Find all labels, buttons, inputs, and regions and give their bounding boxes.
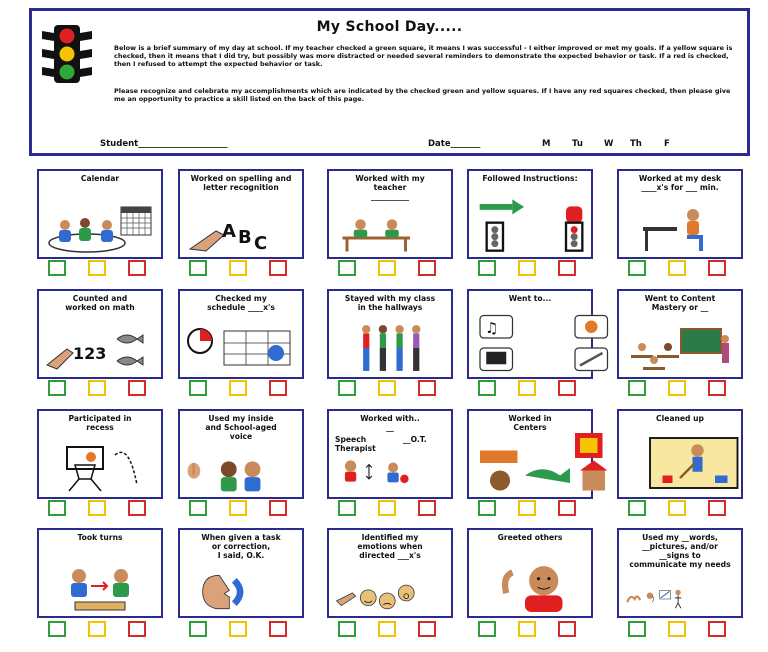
red-checkbox[interactable] [418, 500, 436, 516]
green-checkbox[interactable] [189, 621, 207, 637]
ot-label: __O.T. [403, 435, 427, 444]
counting-fish-icon [45, 325, 155, 373]
date-field[interactable]: Date_______ [428, 139, 481, 149]
day-monday[interactable]: M [542, 139, 551, 149]
card-hallways [327, 289, 453, 379]
green-checkbox[interactable] [338, 500, 356, 516]
red-checkbox[interactable] [558, 260, 576, 276]
card-calendar [37, 169, 163, 259]
card-cleaned-up [617, 409, 743, 499]
card-communicate [617, 528, 743, 618]
card-said-ok [178, 528, 304, 618]
card-content-mastery [617, 289, 743, 379]
page-title: My School Day..... [316, 19, 463, 35]
green-checkbox[interactable] [48, 500, 66, 516]
green-checkbox[interactable] [478, 260, 496, 276]
basketball-hoop-icon [45, 445, 155, 493]
svg-text:♫: ♫ [485, 319, 499, 337]
abc-hand-icon [186, 205, 296, 253]
yellow-checkbox[interactable] [378, 621, 396, 637]
yellow-checkbox[interactable] [229, 621, 247, 637]
yellow-checkbox[interactable] [229, 500, 247, 516]
card-spelling [178, 169, 304, 259]
emotion-faces-icon [335, 574, 422, 612]
card-went-to [467, 289, 593, 379]
kids-sharing-icon [45, 564, 155, 612]
green-checkbox[interactable] [478, 380, 496, 396]
green-checkbox[interactable] [628, 260, 646, 276]
yellow-checkbox[interactable] [88, 500, 106, 516]
waving-boy-icon [475, 562, 590, 612]
music-gym-computer-art-icon [475, 313, 613, 373]
red-checkbox[interactable] [269, 500, 287, 516]
green-checkbox[interactable] [338, 380, 356, 396]
card-label: Went to Content Mastery or __ [644, 294, 716, 312]
card-label: When given a task or correction, I said, O.K. [201, 533, 281, 560]
green-checkbox[interactable] [478, 500, 496, 516]
card-label: Followed Instructions: [482, 174, 578, 183]
communication-icon [625, 586, 685, 612]
red-checkbox[interactable] [708, 500, 726, 516]
yellow-checkbox[interactable] [378, 500, 396, 516]
yellow-checkbox[interactable] [378, 380, 396, 396]
yellow-checkbox[interactable] [88, 380, 106, 396]
card-emotions [327, 528, 453, 618]
green-checkbox[interactable] [338, 260, 356, 276]
red-checkbox[interactable] [558, 380, 576, 396]
svg-text:123: 123 [73, 344, 107, 363]
green-checkbox[interactable] [189, 380, 207, 396]
red-checkbox[interactable] [128, 500, 146, 516]
red-checkbox[interactable] [418, 380, 436, 396]
cleanup-icon [625, 433, 763, 493]
red-checkbox[interactable] [708, 380, 726, 396]
card-label: Worked on spelling and letter recognition [190, 174, 292, 192]
yellow-checkbox[interactable] [229, 380, 247, 396]
card-label: Participated in recess [68, 414, 132, 432]
red-checkbox[interactable] [269, 380, 287, 396]
traffic-light-hand-icon [475, 197, 603, 253]
card-label: Took turns [77, 533, 123, 542]
red-checkbox[interactable] [708, 260, 726, 276]
red-checkbox[interactable] [128, 380, 146, 396]
day-friday[interactable]: F [664, 139, 670, 149]
yellow-checkbox[interactable] [518, 621, 536, 637]
day-tuesday[interactable]: Tu [572, 139, 583, 149]
yellow-checkbox[interactable] [88, 621, 106, 637]
yellow-checkbox[interactable] [229, 260, 247, 276]
card-label: Identified my emotions when directed ___x's [357, 533, 423, 560]
card-label: Checked my schedule ____x's [207, 294, 275, 312]
card-label: Worked with.. __ [360, 414, 420, 432]
green-checkbox[interactable] [189, 500, 207, 516]
yellow-checkbox[interactable] [668, 500, 686, 516]
therapists-icon [335, 459, 413, 493]
red-checkbox[interactable] [128, 621, 146, 637]
red-checkbox[interactable] [269, 621, 287, 637]
card-label: Used my __words, __pictures, and/or __signs to communicate my needs [629, 533, 731, 569]
classroom-board-icon [625, 325, 735, 373]
speech-therapist-label: Speech Therapist [335, 435, 376, 453]
red-checkbox[interactable] [708, 621, 726, 637]
calendar-kids-icon [45, 205, 155, 253]
yellow-checkbox[interactable] [668, 621, 686, 637]
student-desk-icon [625, 205, 735, 253]
green-checkbox[interactable] [478, 621, 496, 637]
green-checkbox[interactable] [48, 380, 66, 396]
celebrate-paragraph: Please recognize and celebrate my accomplishments which are indicated by the checked green and yellow squares. If I have any red squares checked, then please give me an opportunity to practice a skill listed on the back of this page. [114, 87, 731, 104]
summary-header [29, 8, 750, 156]
red-checkbox[interactable] [128, 260, 146, 276]
quiet-voice-icon [186, 455, 273, 493]
green-checkbox[interactable] [48, 260, 66, 276]
yellow-checkbox[interactable] [668, 380, 686, 396]
yellow-checkbox[interactable] [518, 380, 536, 396]
card-centers [467, 409, 593, 499]
card-label: Calendar [80, 174, 120, 183]
yellow-checkbox[interactable] [378, 260, 396, 276]
card-took-turns [37, 528, 163, 618]
yellow-checkbox[interactable] [668, 260, 686, 276]
green-checkbox[interactable] [189, 260, 207, 276]
card-math [37, 289, 163, 379]
yellow-checkbox[interactable] [518, 260, 536, 276]
card-label: Greeted others [497, 533, 563, 542]
day-thursday[interactable]: Th [630, 139, 642, 149]
card-label: Counted and worked on math [65, 294, 135, 312]
svg-text:C: C [254, 233, 268, 253]
green-checkbox[interactable] [338, 621, 356, 637]
green-checkbox[interactable] [628, 500, 646, 516]
card-label: Worked with my teacher __________ [355, 174, 425, 201]
intro-paragraph: Below is a brief summary of my day at school. If my teacher checked a green square, it means I was successful - I either improved or met my goals. If a yellow square is checked, then it means that I did try, but possibly was more distracted or needed several reminders to demonstrate the expected behavior or task. If a red is checked, then I refused to attempt the expected behavior or task. [114, 44, 733, 69]
green-checkbox[interactable] [48, 621, 66, 637]
card-teacher [327, 169, 453, 259]
teacher-desk-icon [335, 217, 418, 253]
red-checkbox[interactable] [418, 260, 436, 276]
card-label: Cleaned up [656, 414, 704, 423]
green-checkbox[interactable] [628, 380, 646, 396]
card-label: Stayed with my class in the hallways [344, 294, 436, 312]
red-checkbox[interactable] [418, 621, 436, 637]
card-greeted [467, 528, 593, 618]
speaking-face-icon [186, 572, 278, 612]
day-wednesday[interactable]: W [604, 139, 614, 149]
red-checkbox[interactable] [269, 260, 287, 276]
card-label: Worked in Centers [508, 414, 552, 432]
schedule-clock-icon [186, 325, 296, 373]
card-instructions [467, 169, 593, 259]
red-checkbox[interactable] [558, 500, 576, 516]
card-label: Used my inside and School-aged voice [205, 414, 277, 441]
toys-centers-icon [475, 433, 613, 493]
student-field[interactable]: Student_____________________ [100, 139, 228, 149]
card-desk [617, 169, 743, 259]
svg-text:A: A [222, 221, 236, 242]
yellow-checkbox[interactable] [518, 500, 536, 516]
card-schedule [178, 289, 304, 379]
card-inside-voice [178, 409, 304, 499]
card-worked-with [327, 409, 453, 499]
yellow-checkbox[interactable] [88, 260, 106, 276]
card-label: Worked at my desk ____x's for ___ min. [638, 174, 722, 192]
svg-text:B: B [238, 227, 252, 248]
card-label: Went to... [508, 294, 552, 303]
green-checkbox[interactable] [628, 621, 646, 637]
line-of-kids-icon [335, 323, 450, 373]
red-checkbox[interactable] [558, 621, 576, 637]
card-recess [37, 409, 163, 499]
